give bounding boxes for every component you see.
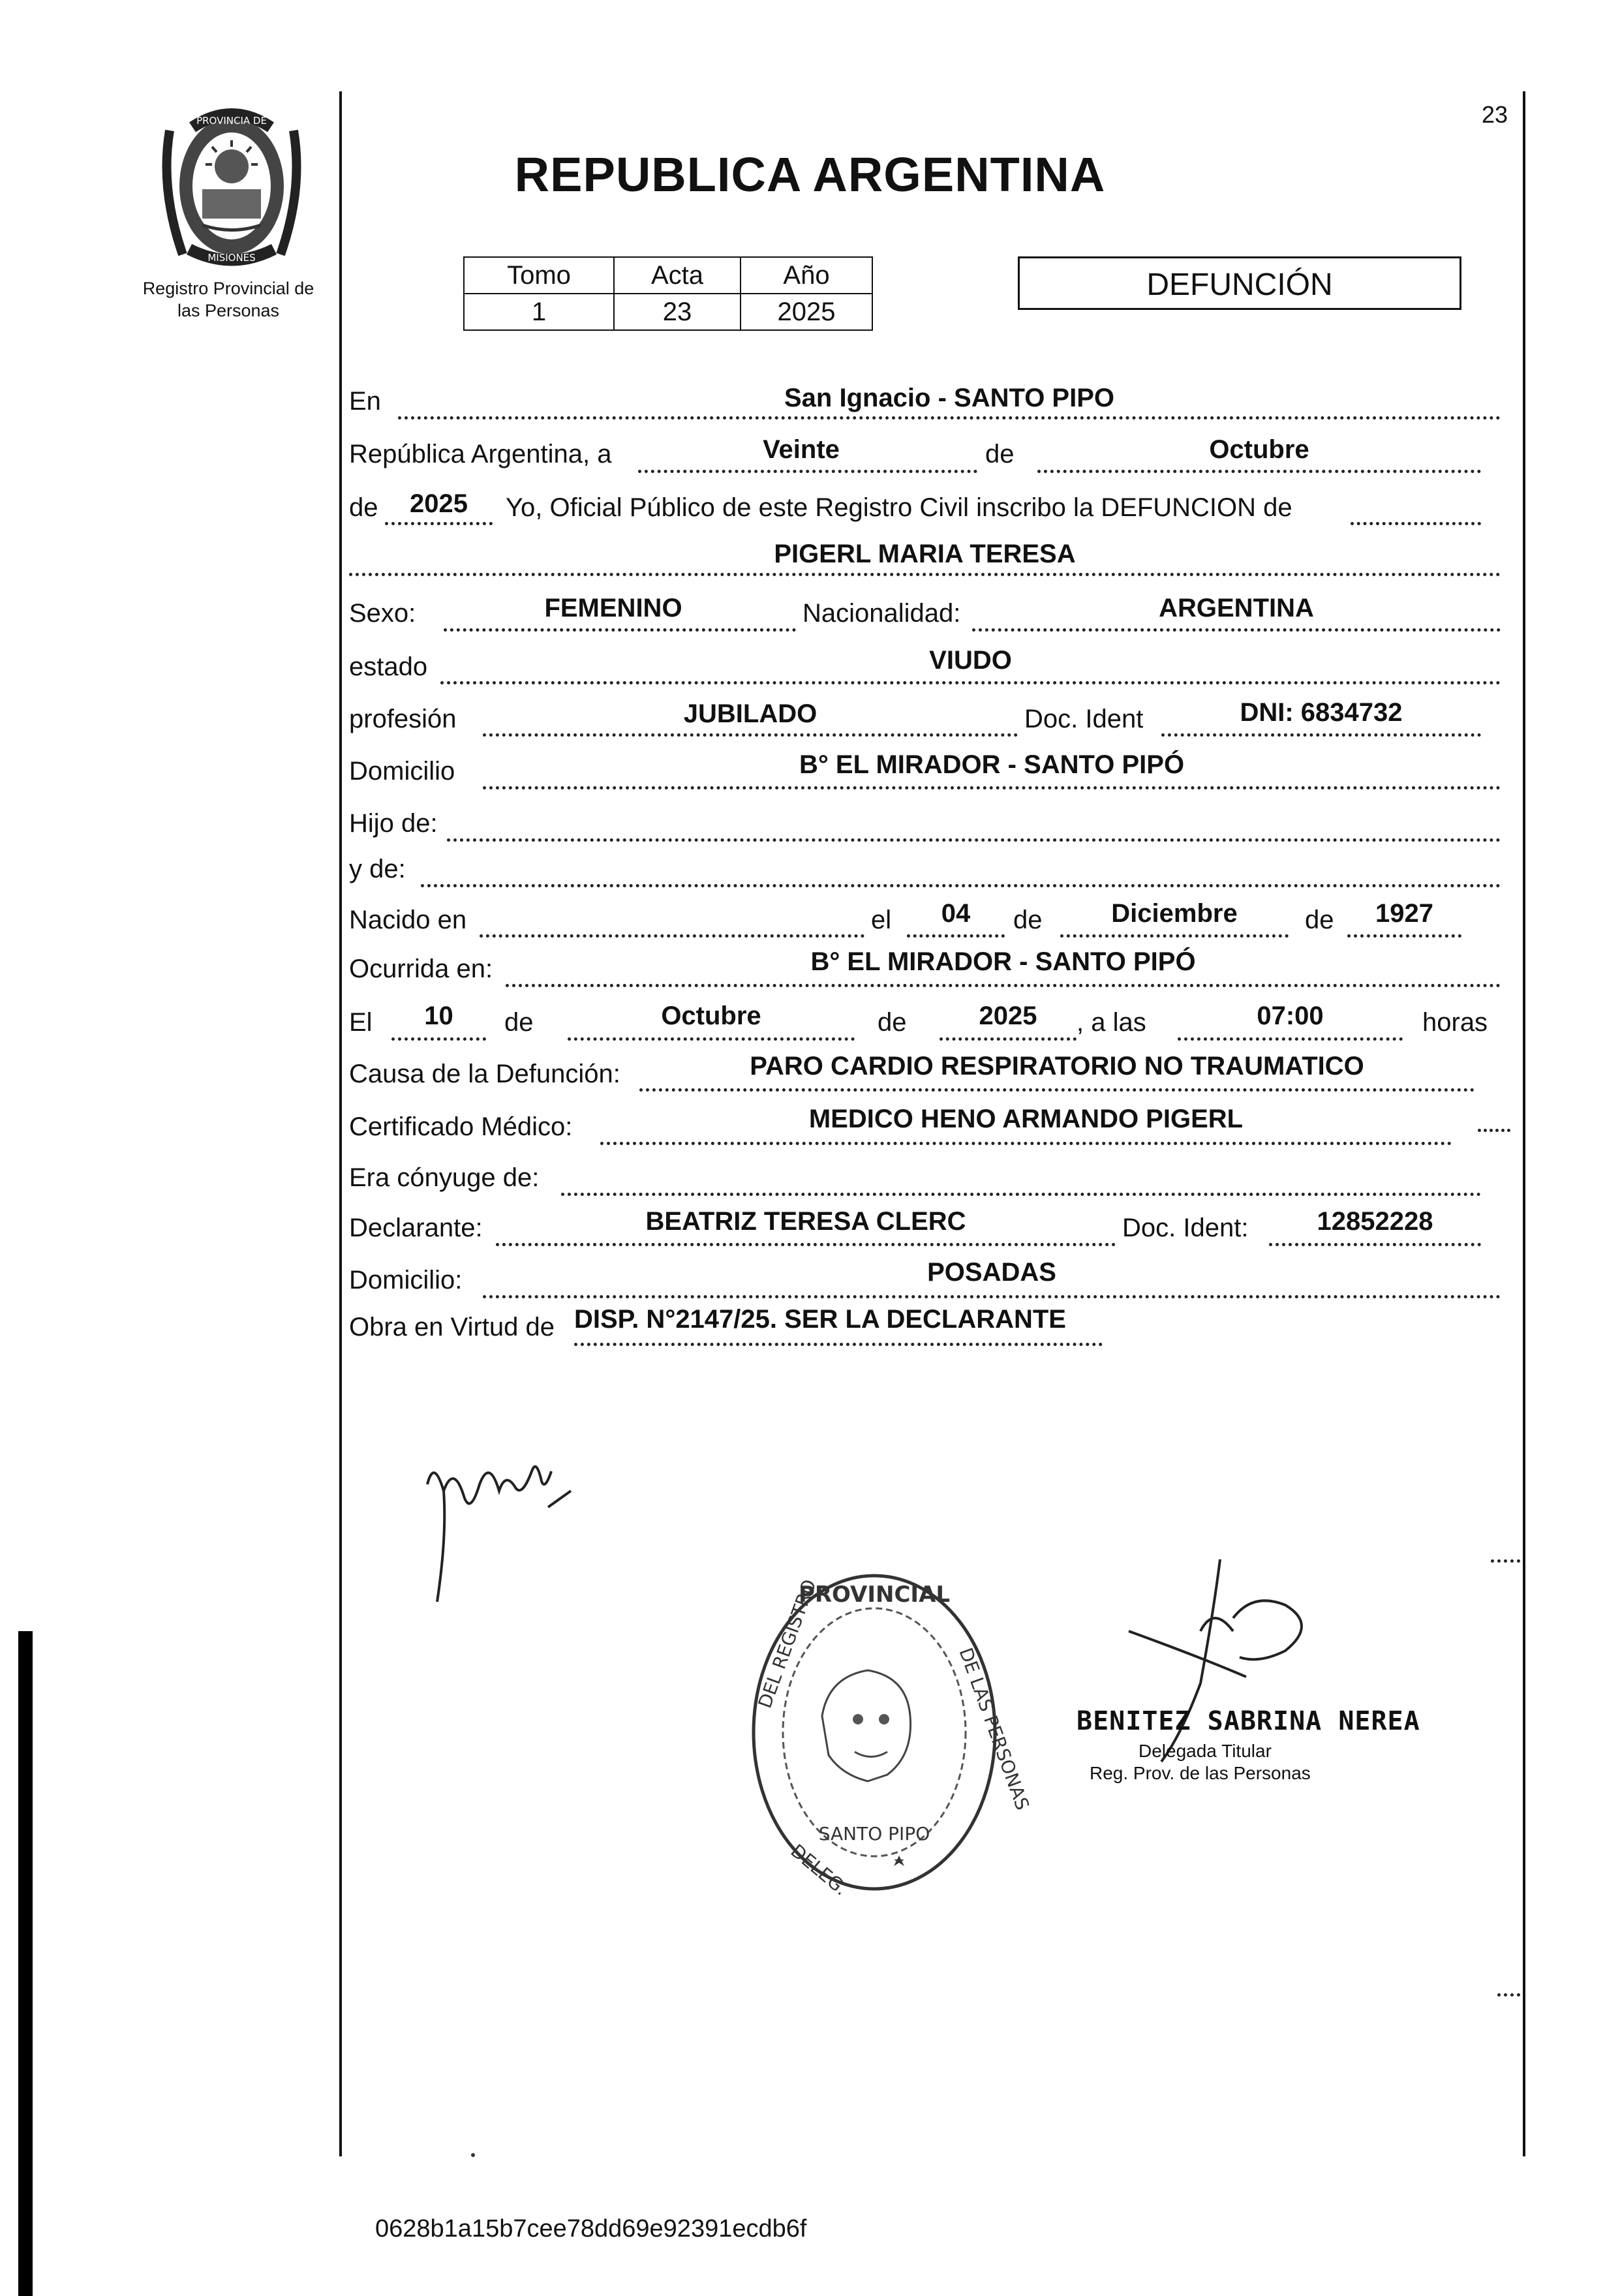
reference-table-header-row [464,257,872,294]
year-line-label: de [349,493,378,522]
republica-day-dots [638,470,977,473]
estado-value: VIUDO [929,646,1012,675]
domicilio-dots [483,786,1501,789]
ocurrida-dots [506,984,1501,987]
signatory-role: Delegada Titular [1139,1741,1272,1761]
year-line-dots [385,522,493,525]
fecha-label: El [349,1008,373,1037]
declarant-signature-icon [418,1445,587,1615]
ink-dot [471,2153,475,2157]
y-de-dots [421,884,1501,887]
nacido-year-dots [1347,934,1461,938]
seal-text-bottom: SANTO PIPO [818,1823,930,1844]
republica-label: República Argentina, a [349,440,612,468]
signatory-name: BENITEZ SABRINA NEREA [1077,1706,1420,1736]
seal-text-rim: DELEG. [786,1840,852,1900]
obra-value: DISP. N°2147/25. SER LA DECLARANTE [574,1305,1066,1334]
statement-tail-dots [1351,522,1481,525]
declarante-dots [496,1243,1116,1246]
emblem-text-bottom: MISIONES [207,252,256,264]
sexo-value: FEMENINO [544,594,682,622]
record-kind-box: DEFUNCIÓN [1018,256,1461,310]
domicilio-decl-dots [483,1295,1501,1298]
registry-caption-line2: las Personas [177,301,280,320]
nacido-year-value: 1927 [1375,899,1433,928]
domicilio-value: B° EL MIRADOR - SANTO PIPÓ [799,750,1185,779]
y-de-label: y de: [349,855,406,883]
acta-value: 23 [614,294,741,330]
declarante-doc-label: Doc. Ident: [1122,1214,1249,1242]
fecha-de1-label: de [504,1008,534,1037]
nacido-month-value: Diciembre [1111,899,1238,928]
profesion-value: JUBILADO [683,699,818,728]
declarante-doc-value: 12852228 [1317,1207,1433,1236]
nacido-label: Nacido en [349,906,467,934]
nacionalidad-dots [972,628,1501,632]
declarante-value: BEATRIZ TERESA CLERC [645,1207,966,1236]
sexo-label: Sexo: [349,599,416,628]
deceased-name-value: PIGERL MARIA TERESA [774,540,1076,568]
deceased-name-dots [349,573,1501,576]
tomo-value: 1 [464,294,614,330]
fecha-time-value: 07:00 [1257,1002,1324,1030]
reference-table-value-row [464,294,872,330]
fecha-horas-label: horas [1422,1008,1488,1037]
nacionalidad-label: Nacionalidad: [802,599,961,628]
emblem-text-top: PROVINCIA DE [196,115,267,127]
causa-value: PARO CARDIO RESPIRATORIO NO TRAUMATICO [750,1052,1364,1080]
nacido-day-dots [907,934,1005,938]
reference-table [463,256,873,331]
year-line-statement: Yo, Oficial Público de este Registro Civil inscribo la DEFUNCION de [506,493,1292,522]
fecha-month-value: Octubre [661,1002,761,1030]
profesion-dots [483,733,1018,737]
republica-month-value: Octubre [1209,435,1309,464]
obra-label: Obra en Virtud de [349,1313,555,1341]
doc-ident-label: Doc. Ident [1024,705,1144,733]
nacido-de1-label: de [1013,906,1043,934]
fecha-year-dots [940,1037,1077,1041]
nacido-month-dots [1060,934,1289,938]
right-margin-dots-lower [1497,1993,1520,1997]
fecha-day-dots [391,1037,486,1041]
declarante-doc-dots [1269,1243,1481,1246]
estado-label: estado [349,652,428,681]
seal-text-left: DEL REGISTRO [754,1576,821,1711]
en-value: San Ignacio - SANTO PIPO [784,384,1114,412]
fecha-year-value: 2025 [979,1002,1037,1030]
right-margin-rule [1523,91,1525,2156]
certificado-value: MEDICO HENO ARMANDO PIGERL [808,1105,1244,1133]
hijo-de-dots [447,838,1501,842]
republica-month-dots [1037,470,1481,473]
certificado-tail-dots [1478,1129,1510,1132]
registry-caption-line1: Registro Provincial de [142,279,314,298]
nacido-de2-label: de [1305,906,1334,934]
domicilio-decl-value: POSADAS [927,1258,1056,1287]
doc-ident-value: DNI: 6834732 [1240,698,1403,727]
en-dots [398,416,1501,420]
tomo-header: Tomo [464,257,614,294]
fecha-time-dots [1178,1037,1403,1041]
fecha-de2-label: de [878,1008,907,1037]
nacido-day-value: 04 [941,899,971,928]
scan-edge-bar [18,1631,33,2296]
page-number: 23 [1481,101,1508,128]
estado-dots [440,681,1501,684]
nacionalidad-value: ARGENTINA [1159,594,1314,622]
profesion-label: profesión [349,705,457,733]
nacido-place-dots [480,934,864,938]
domicilio-decl-label: Domicilio: [349,1266,463,1294]
conyuge-dots [561,1193,1481,1196]
sexo-dots [444,628,796,632]
registry-caption [124,277,333,322]
official-seal-icon [744,1566,1034,1900]
ocurrida-value: B° EL MIRADOR - SANTO PIPÓ [810,947,1196,976]
causa-dots [639,1088,1475,1092]
ano-value: 2025 [741,294,872,330]
declarante-label: Declarante: [349,1214,483,1242]
seal-text-right: DE LAS PERSONAS [955,1645,1034,1813]
domicilio-label: Domicilio [349,757,455,786]
republica-day-value: Veinte [763,435,840,464]
year-line-value: 2025 [410,489,468,518]
causa-label: Causa de la Defunción: [349,1060,620,1088]
right-margin-dots-upper [1491,1559,1520,1563]
acta-header: Acta [614,257,741,294]
fecha-month-dots [568,1037,855,1041]
fecha-day-value: 10 [424,1002,453,1030]
seal-text-top: PROVINCIAL [798,1582,951,1608]
document-hash: 0628b1a15b7cee78dd69e92391ecdb6f [375,2215,807,2242]
ano-header: Año [741,257,872,294]
republica-de-label: de [985,440,1015,468]
signatory-office: Reg. Prov. de las Personas [1090,1763,1311,1783]
en-label: En [349,387,381,416]
obra-dots [574,1343,1103,1346]
fecha-a-las-label: , a las [1077,1008,1146,1037]
certificado-dots [600,1142,1452,1145]
nacido-el-label: el [871,906,892,934]
page-title: REPUBLICA ARGENTINA [514,147,1106,202]
left-margin-rule [339,91,342,2156]
conyuge-label: Era cónyuge de: [349,1163,540,1192]
doc-ident-dots [1161,733,1481,737]
certificado-label: Certificado Médico: [349,1112,573,1141]
hijo-de-label: Hijo de: [349,809,438,838]
ocurrida-label: Ocurrida en: [349,955,493,983]
